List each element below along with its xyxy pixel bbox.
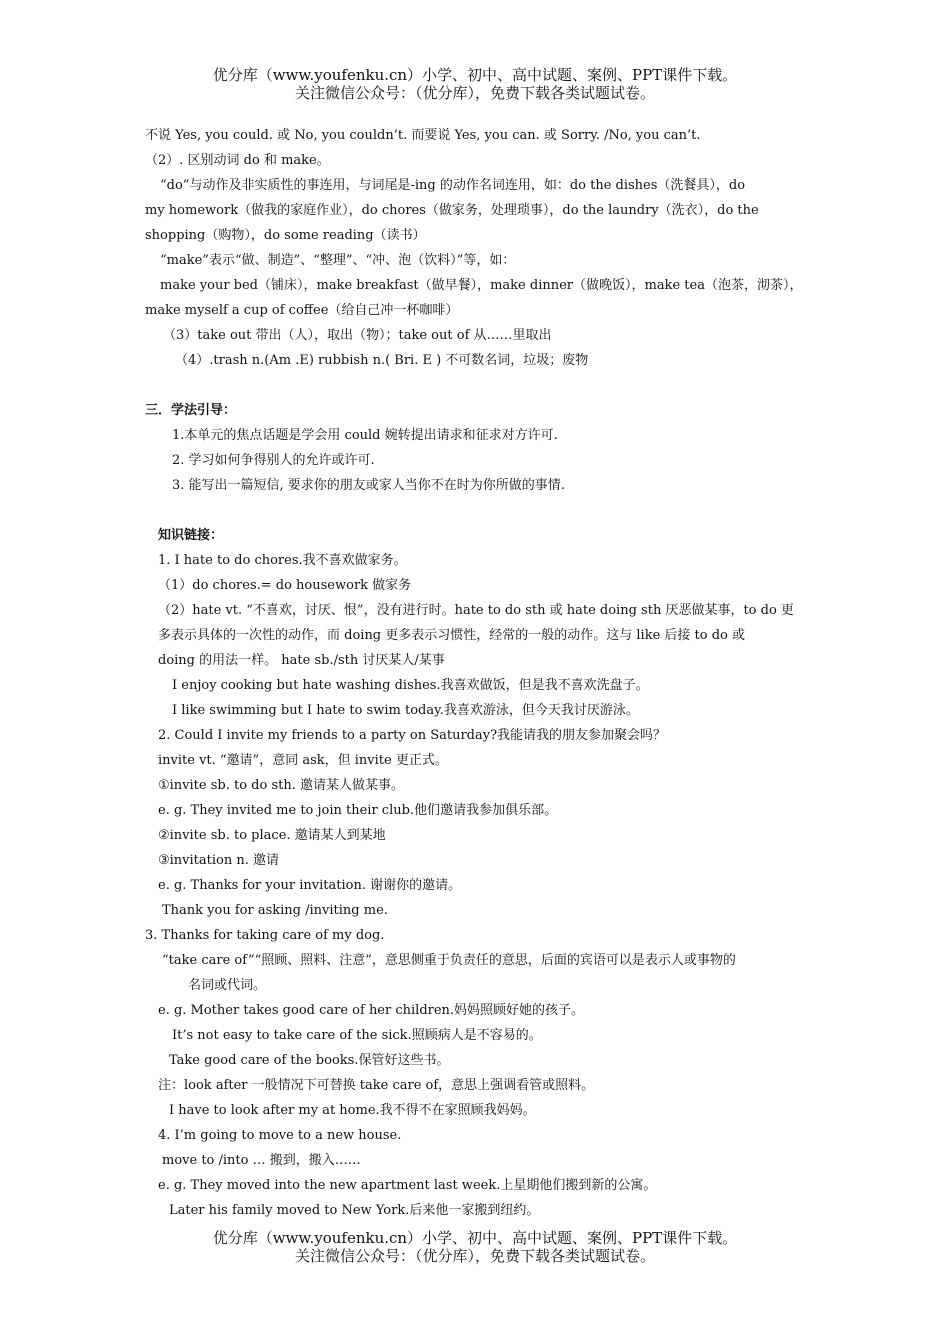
example-line: e. g. Thanks for your invitation. 谢谢你的邀请。 (158, 878, 462, 893)
text-line: ①invite sb. to do sth. 邀请某人做某事。 (158, 778, 404, 793)
text-line: “take care of”“照顾、照料、注意”，意思侧重于负责任的意思，后面的宾语可以是表示人或事物的 (162, 953, 736, 968)
text-line: 名词或代词。 (188, 978, 267, 993)
text-line: （4）.trash n.(Am .E) rubbish n.( Bri. E ) 不可数名词，垃圾；废物 (175, 353, 589, 368)
text-line: 不说 Yes, you could. 或 No, you couldn’t. 而要说 Yes, you can. 或 Sorry. /No, you can’t. (145, 128, 701, 143)
text-line: ②invite sb. to place. 邀请某人到某地 (158, 828, 386, 843)
text-line: （3）take out 带出（人），取出（物）；take out of 从……里取出 (163, 328, 552, 343)
example-line: e. g. Mother takes good care of her children.妈妈照顾好她的孩子。 (158, 1003, 585, 1018)
example-line: e. g. They moved into the new apartment last week.上星期他们搬到新的公寓。 (158, 1178, 657, 1193)
text-line: shopping（购物），do some reading（读书） (145, 228, 426, 243)
text-line: 多表示具体的一次性的动作，而 doing 更多表示习惯性，经常的一般的动作。这与 like 后接 to do 或 (158, 628, 746, 643)
page-header (0, 66, 950, 102)
text-line: 1. I hate to do chores.我不喜欢做家务。 (158, 553, 407, 568)
text-line: 2. 学习如何争得别人的允许或许可. (172, 453, 375, 468)
text-line: （1）do chores.= do housework 做家务 (158, 578, 412, 593)
text-line: （2）hate vt. “不喜欢，讨厌、恨”，没有进行时。hate to do sth 或 hate doing sth 厌恶做某事，to do 更 (158, 603, 794, 618)
text-line: 1.本单元的焦点话题是学会用 could 婉转提出请求和征求对方许可. (172, 428, 558, 443)
footer-line-1: 优分库（www.youfenku.cn）小学、初中、高中试题、案例、PPT课件下载。 (212, 1229, 738, 1247)
example-line: e. g. They invited me to join their club.他们邀请我参加俱乐部。 (158, 803, 558, 818)
example-line: I enjoy cooking but hate washing dishes.我喜欢做饭，但是我不喜欢洗盘子。 (172, 678, 649, 693)
header-line-1: 优分库（www.youfenku.cn）小学、初中、高中试题、案例、PPT课件下载。 (212, 66, 738, 84)
text-line: 2. Could I invite my friends to a party on Saturday?我能请我的朋友参加聚会吗？ (158, 728, 667, 743)
text-line: “make”表示“做、制造”、“整理”、“冲、泡（饮料）”等，如： (160, 253, 516, 268)
example-line: Thank you for asking /inviting me. (162, 903, 388, 918)
text-line: make myself a cup of coffee（给自己冲一杯咖啡） (145, 303, 459, 318)
text-line: make your bed（铺床），make breakfast（做早餐），make dinner（做晚饭），make tea（泡茶，沏茶）， (160, 278, 803, 293)
example-line: It’s not easy to take care of the sick.照顾病人是不容易的。 (172, 1028, 542, 1043)
section-heading: 知识链接： (158, 528, 224, 543)
text-line: my homework（做我的家庭作业），do chores（做家务，处理琐事），do the laundry（洗衣），do the (145, 203, 759, 218)
text-line: 4. I’m going to move to a new house. (158, 1128, 402, 1143)
header-line-2: 关注微信公众号：（优分库），免费下载各类试题试卷。 (294, 84, 655, 102)
example-line: Later his family moved to New York.后来他一家搬到纽约。 (169, 1203, 540, 1218)
example-line: I like swimming but I hate to swim today.我喜欢游泳，但今天我讨厌游泳。 (172, 703, 639, 718)
text-line: doing 的用法一样。 hate sb./sth 讨厌某人/某事 (158, 653, 445, 668)
section-heading: 三．学法引导： (145, 403, 237, 418)
text-line: ③invitation n. 邀请 (158, 853, 280, 868)
example-line: I have to look after my at home.我不得不在家照顾我妈妈。 (169, 1103, 536, 1118)
text-line: （2）. 区别动词 do 和 make。 (145, 153, 330, 168)
note-line: 注：look after 一般情况下可替换 take care of，意思上强调看管或照料。 (158, 1078, 595, 1093)
example-line: Take good care of the books.保管好这些书。 (169, 1053, 450, 1068)
text-line: 3. 能写出一篇短信, 要求你的朋友或家人当你不在时为你所做的事情. (172, 478, 565, 493)
text-line: 3. Thanks for taking care of my dog. (145, 928, 385, 943)
footer-line-2: 关注微信公众号：（优分库），免费下载各类试题试卷。 (294, 1247, 655, 1265)
page-footer (0, 1229, 950, 1265)
text-line: invite vt. “邀请”，意同 ask，但 invite 更正式。 (158, 753, 448, 768)
text-line: move to /into … 搬到，搬入…… (162, 1153, 361, 1168)
text-line: “do”与动作及非实质性的事连用，与词尾是-ing 的动作名词连用，如：do the dishes（洗餐具），do (160, 178, 746, 193)
